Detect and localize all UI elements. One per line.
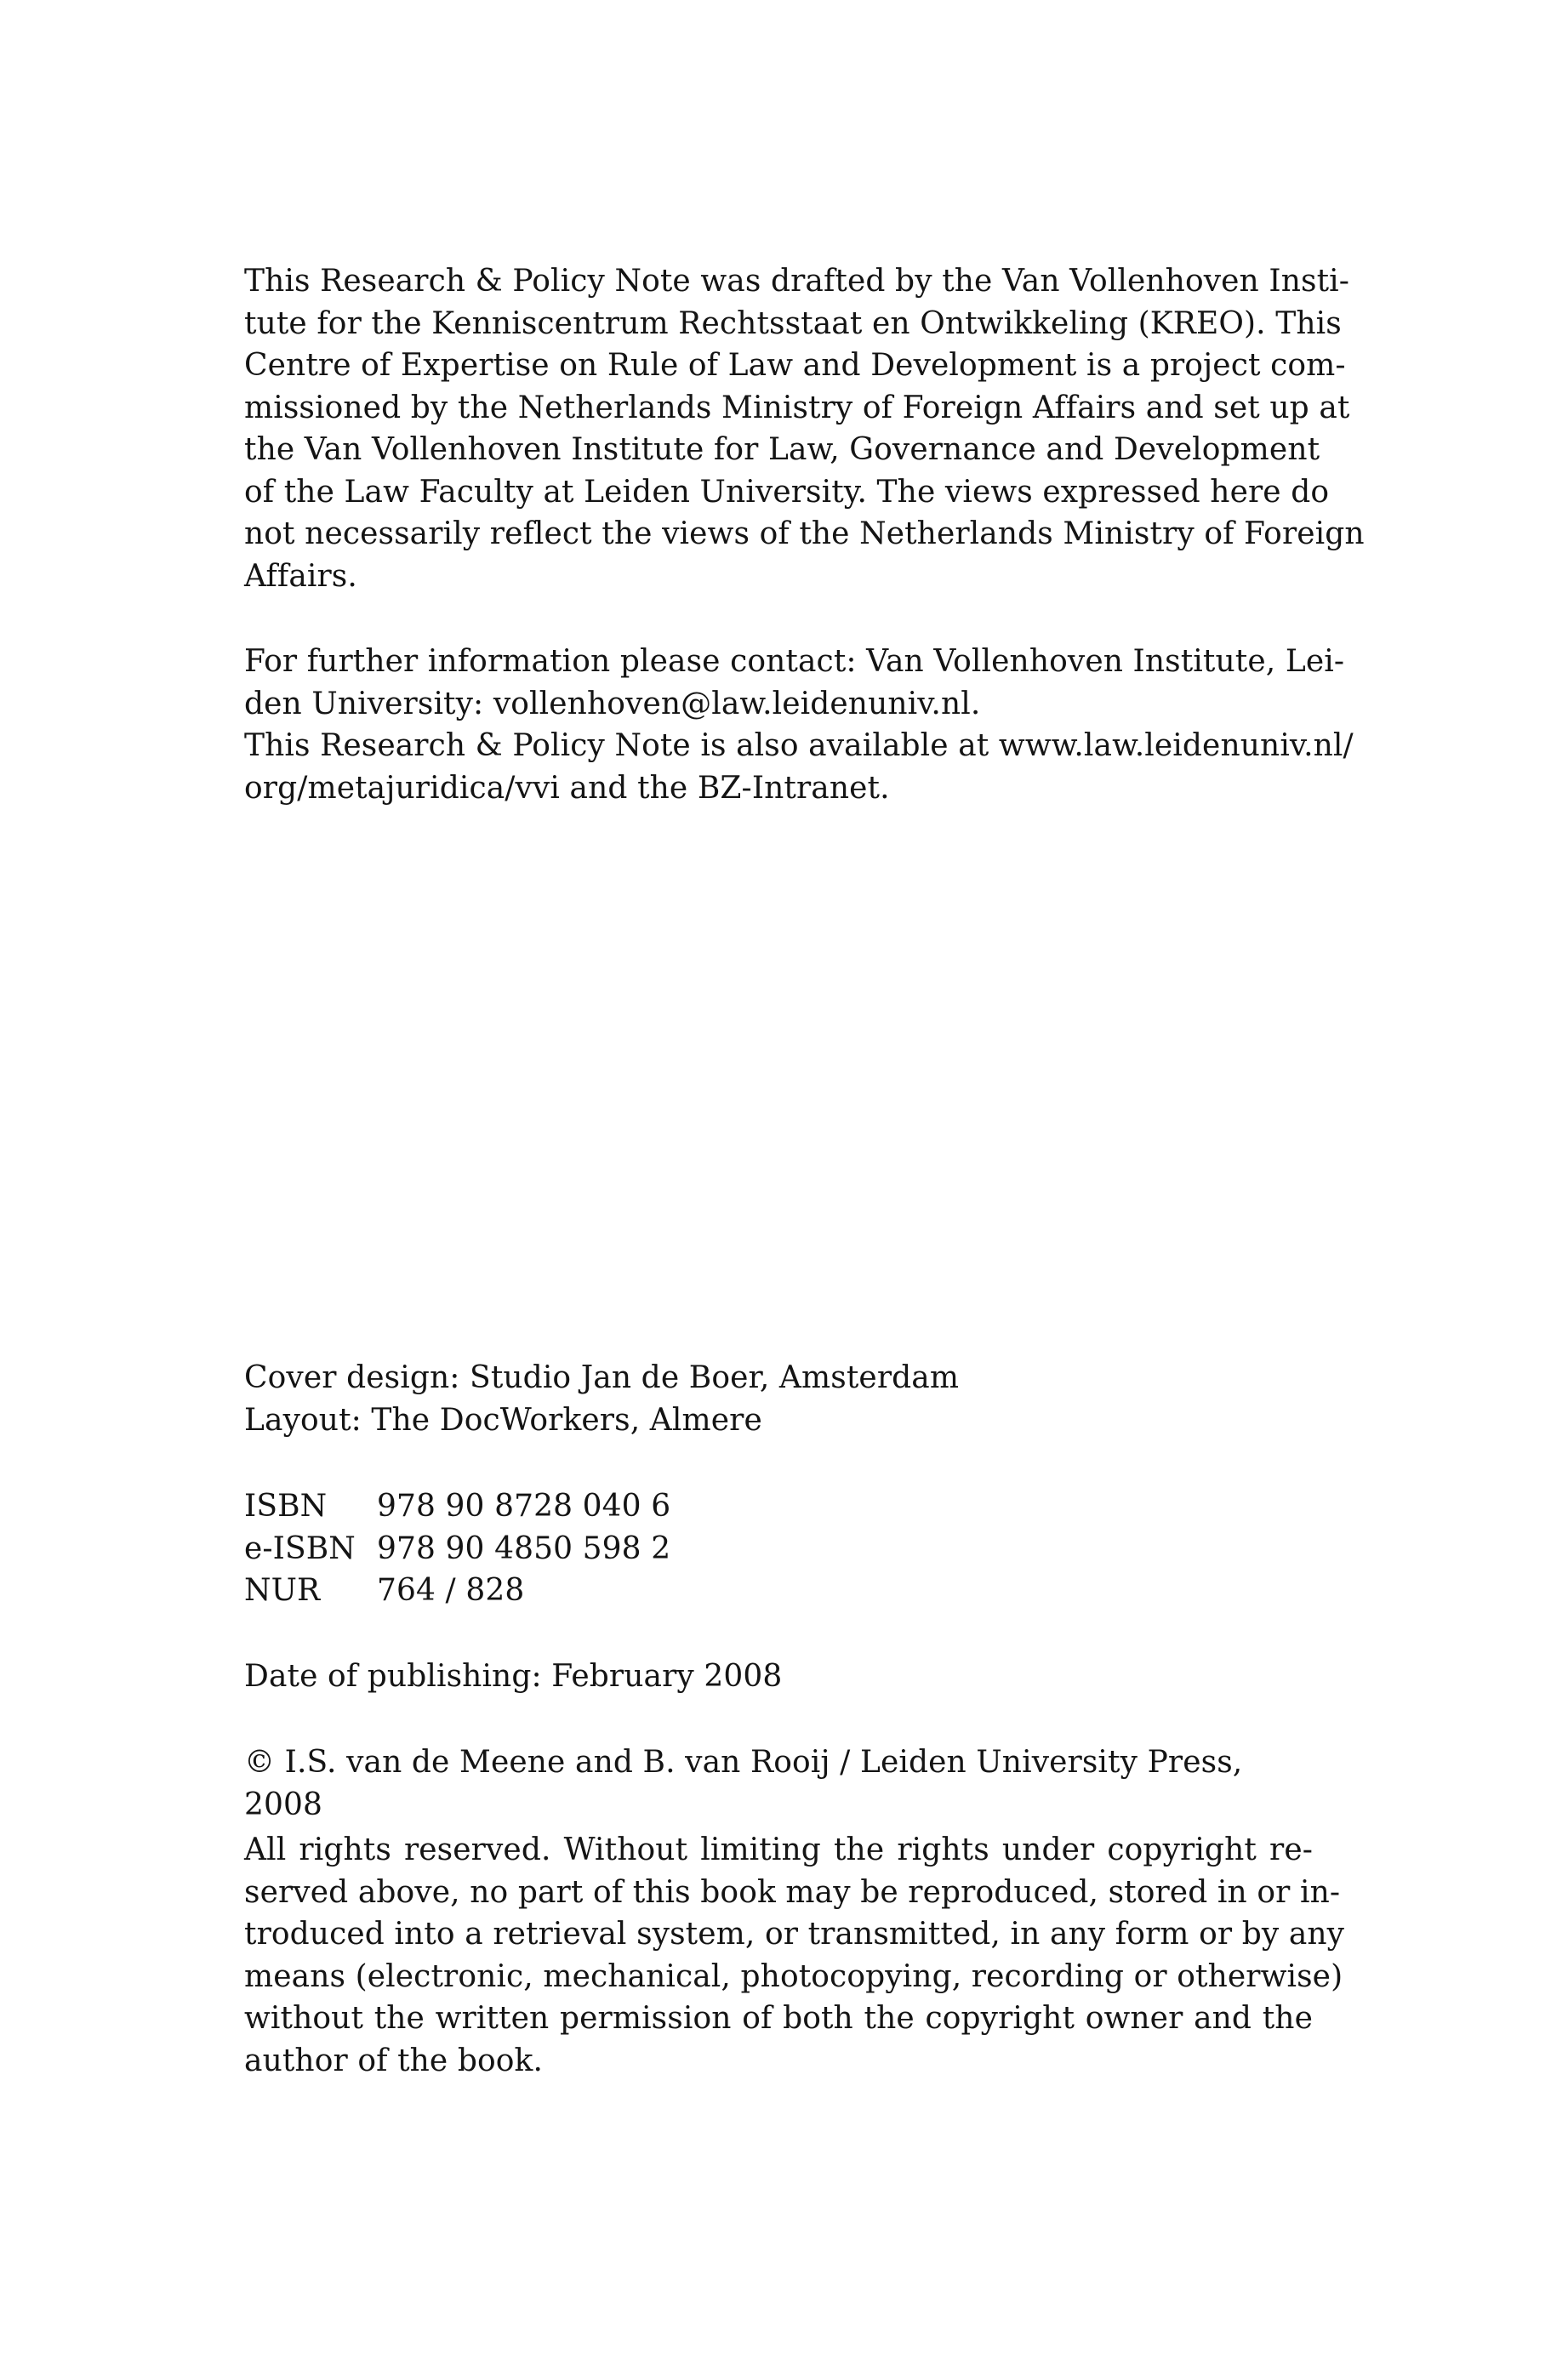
publishing-date-block <box>244 1656 1313 1698</box>
copyright-notice: © I.S. van de Meene and B. van Rooij / Leiden University Press, 2008 <box>244 1745 1243 1822</box>
rights-line: means (electronic, mechanical, photocopying, recording or otherwise) <box>244 1958 1343 1994</box>
rights-line: served above, no part of this book may be reproduced, stored in or in- <box>244 1874 1341 1910</box>
rights-line: troduced into a retrieval system, or transmitted, in any form or by any <box>244 1917 1345 1952</box>
rights-line: All rights reserved. Without limiting the rights under copyright re- <box>244 1832 1313 1867</box>
identifier-list <box>244 1485 1313 1612</box>
identifier-row <box>244 1528 670 1570</box>
identifier-label: ISBN <box>244 1489 328 1524</box>
cover-design-credit: Cover design: Studio Jan de Boer, Amsterdam <box>244 1360 960 1395</box>
layout-credit: Layout: The DocWorkers, Almere <box>244 1402 762 1438</box>
identifier-table <box>244 1485 670 1612</box>
identifier-value: 978 90 4850 598 2 <box>377 1530 671 1566</box>
identifier-label: e-ISBN <box>244 1530 356 1566</box>
contact-line: org/metajuridica/vvi and the BZ-Intranet. <box>244 770 890 806</box>
note-line: missioned by the Netherlands Ministry of Foreign Affairs and set up at <box>244 390 1350 425</box>
contact-line: For further information please contact: Van Vollenhoven Institute, Lei- <box>244 644 1345 679</box>
note-line: tute for the Kenniscentrum Rechtsstaat en Ontwikkeling (KREO). This <box>244 305 1342 341</box>
identifier-label: NUR <box>244 1573 321 1608</box>
contact-paragraph <box>244 641 1354 809</box>
rights-line: without the written permission of both the copyright owner and the <box>244 2001 1313 2036</box>
design-credits <box>244 1357 1313 1441</box>
contact-line: This Research & Policy Note is also available at www.law.leidenuniv.nl/ <box>244 728 1354 763</box>
rights-line: author of the book. <box>244 2043 544 2078</box>
note-line: Centre of Expertise on Rule of Law and Development is a project com- <box>244 348 1346 383</box>
note-line: Affairs. <box>244 558 357 594</box>
publishing-date: Date of publishing: February 2008 <box>244 1659 783 1694</box>
note-line: of the Law Faculty at Leiden University. The views expressed here do <box>244 474 1330 510</box>
identifier-value: 978 90 8728 040 6 <box>377 1489 671 1524</box>
rights-reserved-paragraph <box>244 1829 1345 2082</box>
identifier-row <box>244 1570 670 1612</box>
contact-line: den University: vollenhoven@law.leidenuniv.nl. <box>244 686 981 721</box>
note-line: not necessarily reflect the views of the Netherlands Ministry of Foreign <box>244 516 1365 551</box>
identifier-row <box>244 1485 670 1528</box>
identifier-value: 764 / 828 <box>377 1573 525 1608</box>
note-line: This Research & Policy Note was drafted by the Van Vollenhoven Insti- <box>244 264 1350 299</box>
copyright-block <box>244 1741 1313 1826</box>
research-policy-note-paragraph <box>244 260 1365 597</box>
note-line: the Van Vollenhoven Institute for Law, Governance and Development <box>244 432 1320 467</box>
